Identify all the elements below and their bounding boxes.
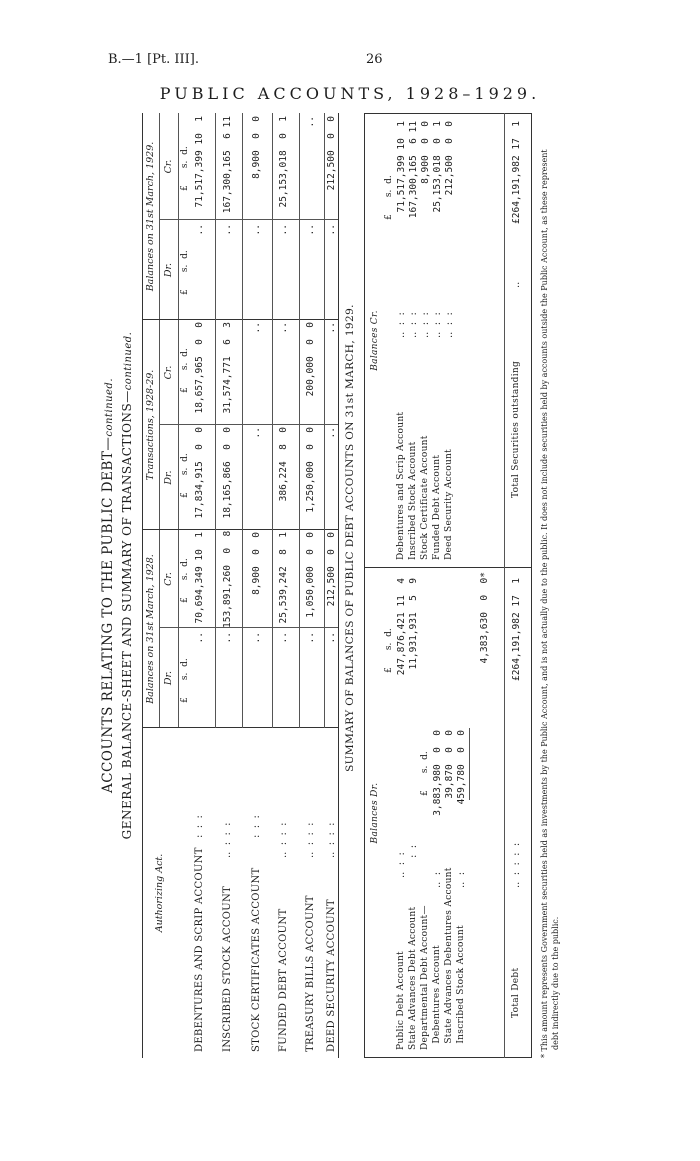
leader-dots: .. [511,281,522,288]
cell-trans-cr: 200,000 0 0 [305,322,316,397]
summary-units: £ s. d. [384,175,394,220]
leader-dots: .. : : [432,312,443,338]
cell-b29-dr: .. [194,224,205,236]
col-group-balances-1929: Balances on 31st March, 1929. [145,141,156,292]
units-label: £ s. d. [180,558,190,603]
row-label: DEBENTURES AND SCRIP ACCOUNT [194,847,205,1052]
dept-value: 3,883,980 0 0 [432,730,443,816]
report-reference: B.—1 [Pt. III]. [108,52,200,67]
cell-b29-dr: .. [251,224,262,236]
leader-dots: .. : : : [278,822,289,858]
summary-dr-total: £264,191,982 17 1 [511,578,522,681]
col-cr-transactions: Cr. [163,365,174,380]
summary-dr-value: 11,931,931 5 9 [408,578,419,670]
cell-b28-dr: .. [222,632,233,644]
leader-dots: .. : [456,871,467,888]
leader-dots: .. : : [408,312,419,338]
units-label: £ s. d. [180,658,190,703]
leader-dots: .. : : : [222,822,233,858]
row-label: FUNDED DEBT ACCOUNT [278,908,289,1052]
sheet-title: ACCOUNTS RELATING TO THE PUBLIC DEBT—continued. [100,377,116,794]
row-label: STOCK CERTIFICATES ACCOUNT [251,867,262,1052]
summary-title: SUMMARY OF BALANCES OF PUBLIC DEBT ACCOUNTS ON 31st MARCH, 1929. [344,304,356,772]
cell-b29-cr: .. [305,116,316,128]
summary-cr-heading: Balances Cr. [370,310,380,371]
summary-cr-value: 25,153,018 0 1 [432,121,443,213]
units-label: £ s. d. [180,453,190,498]
page-title: PUBLIC ACCOUNTS, 1928–1929. [159,84,541,103]
cell-b29-cr: 212,500 0 0 [326,116,337,191]
summary-dr-label: Departmental Debt Account— [420,905,430,1050]
cell-trans-cr: .. [326,322,337,334]
cell-b29-cr: 8,900 0 0 [251,116,262,179]
cell-b28-cr: 153,891,260 0 8 [222,530,233,628]
rotated-balance-sheet [92,113,572,1058]
summary-cr-total-label: Total Securities outstanding [511,360,521,498]
cell-trans-dr: 18,165,866 0 0 [222,427,233,519]
summary-cr-value: 71,517,399 10 1 [396,121,407,213]
row-label: TREASURY BILLS ACCOUNT [305,895,316,1052]
summary-dr-label: State Advances Debt Account [408,906,418,1050]
summary-dr-value: 247,876,421 11 4 [396,578,407,676]
col-authorizing-act: Authorizing Act. [154,853,165,933]
cell-b28-cr: 1,050,000 0 0 [305,532,316,618]
units-label: £ s. d. [180,348,190,393]
summary-dr-label: Inscribed Stock Account [456,925,466,1050]
summary-dr-label: Debentures Account [432,945,442,1050]
row-label: INSCRIBED STOCK ACCOUNT [222,885,233,1052]
leader-dots: .. : : : [326,822,337,858]
dept-value: 459,780 0 0 [456,730,467,805]
col-cr-1929: Cr. [163,159,174,174]
dept-total: 4,383,630 0 0* [479,572,490,664]
cell-b28-dr: .. [194,632,205,644]
leader-dots: : : : [251,815,262,838]
col-dr-1928: Dr. [163,670,174,686]
cell-b28-cr: 212,500 0 0 [326,532,337,607]
summary-dr-label: Public Debt Account [396,951,406,1050]
cell-trans-cr: .. [278,322,289,334]
summary-cr-label: Stock Certificate Account [420,435,430,560]
col-cr-1928: Cr. [163,572,174,586]
cell-trans-cr: 31,574,771 6 3 [222,322,233,414]
summary-cr-label: Funded Debt Account [432,454,442,560]
col-dr-1929: Dr. [163,262,174,278]
leader-dots: : : : [194,815,205,838]
cell-b28-cr: 25,539,242 8 1 [278,532,289,624]
summary-cr-value: 8,900 0 0 [420,121,431,184]
units-label: £ s. d. [180,250,190,295]
summary-cr-label: Inscribed Stock Account [408,441,418,560]
summary-units: £ s. d. [420,751,430,796]
cell-b28-dr: .. [305,632,316,644]
cell-trans-cr: .. [251,322,262,334]
leader-dots: .. : [432,871,443,888]
leader-dots: .. : : [396,312,407,338]
cell-b28-cr: 8,900 0 0 [251,532,262,595]
leader-dots: : : [408,844,419,858]
cell-trans-dr: 386,224 8 0 [278,427,289,502]
dept-value: 39,870 0 0 [444,730,455,799]
cell-trans-dr: .. [251,427,262,439]
leader-dots: .. : : [396,852,407,878]
cell-b28-dr: .. [251,632,262,644]
cell-b29-dr: .. [278,224,289,236]
leader-dots: .. : : [420,312,431,338]
col-group-balances-1928: Balances on 31st March, 1928. [145,554,156,704]
summary-cr-label: Debentures and Scrip Account [396,411,406,560]
cell-b29-dr: .. [222,224,233,236]
summary-dr-label: State Advances Debentures Account [444,867,454,1050]
leader-dots: .. : : : : [511,842,522,888]
summary-units: £ s. d. [384,628,394,673]
summary-dr-heading: Balances Dr. [370,782,380,844]
col-dr-transactions: Dr. [163,470,174,485]
row-label: DEED SECURITY ACCOUNT [326,899,337,1052]
cell-b28-dr: .. [278,632,289,644]
leader-dots: .. : : [444,312,455,338]
summary-dr-total-label: Total Debt [511,967,521,1018]
cell-b29-dr: .. [326,224,337,236]
col-group-transactions: Transactions, 1928-29. [145,369,156,481]
summary-cr-value: 167,300,165 6 11 [408,121,419,219]
cell-b29-cr: 25,153,018 0 1 [278,116,289,208]
cell-b28-dr: .. [326,632,337,644]
units-label: £ s. d. [180,146,190,191]
sheet-subtitle: GENERAL BALANCE-SHEET AND SUMMARY OF TRANSACTIONS—continued. [120,331,134,840]
footnote-line: debt indirectly due to the public. [551,916,560,1050]
footnote-line: * This amount represents Government securities held as investments by the Public Account, and is not actually due to the public. It does not include securities held by accounts outside the Public Account, as these represent [540,149,549,1058]
cell-trans-dr: .. [326,427,337,439]
summary-cr-value: 212,500 0 0 [444,121,455,196]
cell-b28-cr: 70,694,349 10 1 [194,532,205,624]
cell-b29-cr: 167,300,165 6 11 [222,116,233,214]
cell-trans-dr: 1,250,000 0 0 [305,427,316,513]
leader-dots: .. : : : [305,822,316,858]
cell-b29-dr: .. [305,224,316,236]
cell-trans-dr: 17,834,915 0 0 [194,427,205,519]
summary-cr-label: Deed Security Account [444,448,454,560]
page-number: 26 [366,52,383,67]
cell-b29-cr: 71,517,399 10 1 [194,116,205,208]
cell-trans-cr: 18,657,965 0 0 [194,322,205,414]
summary-cr-total: £264,191,982 17 1 [511,121,522,224]
